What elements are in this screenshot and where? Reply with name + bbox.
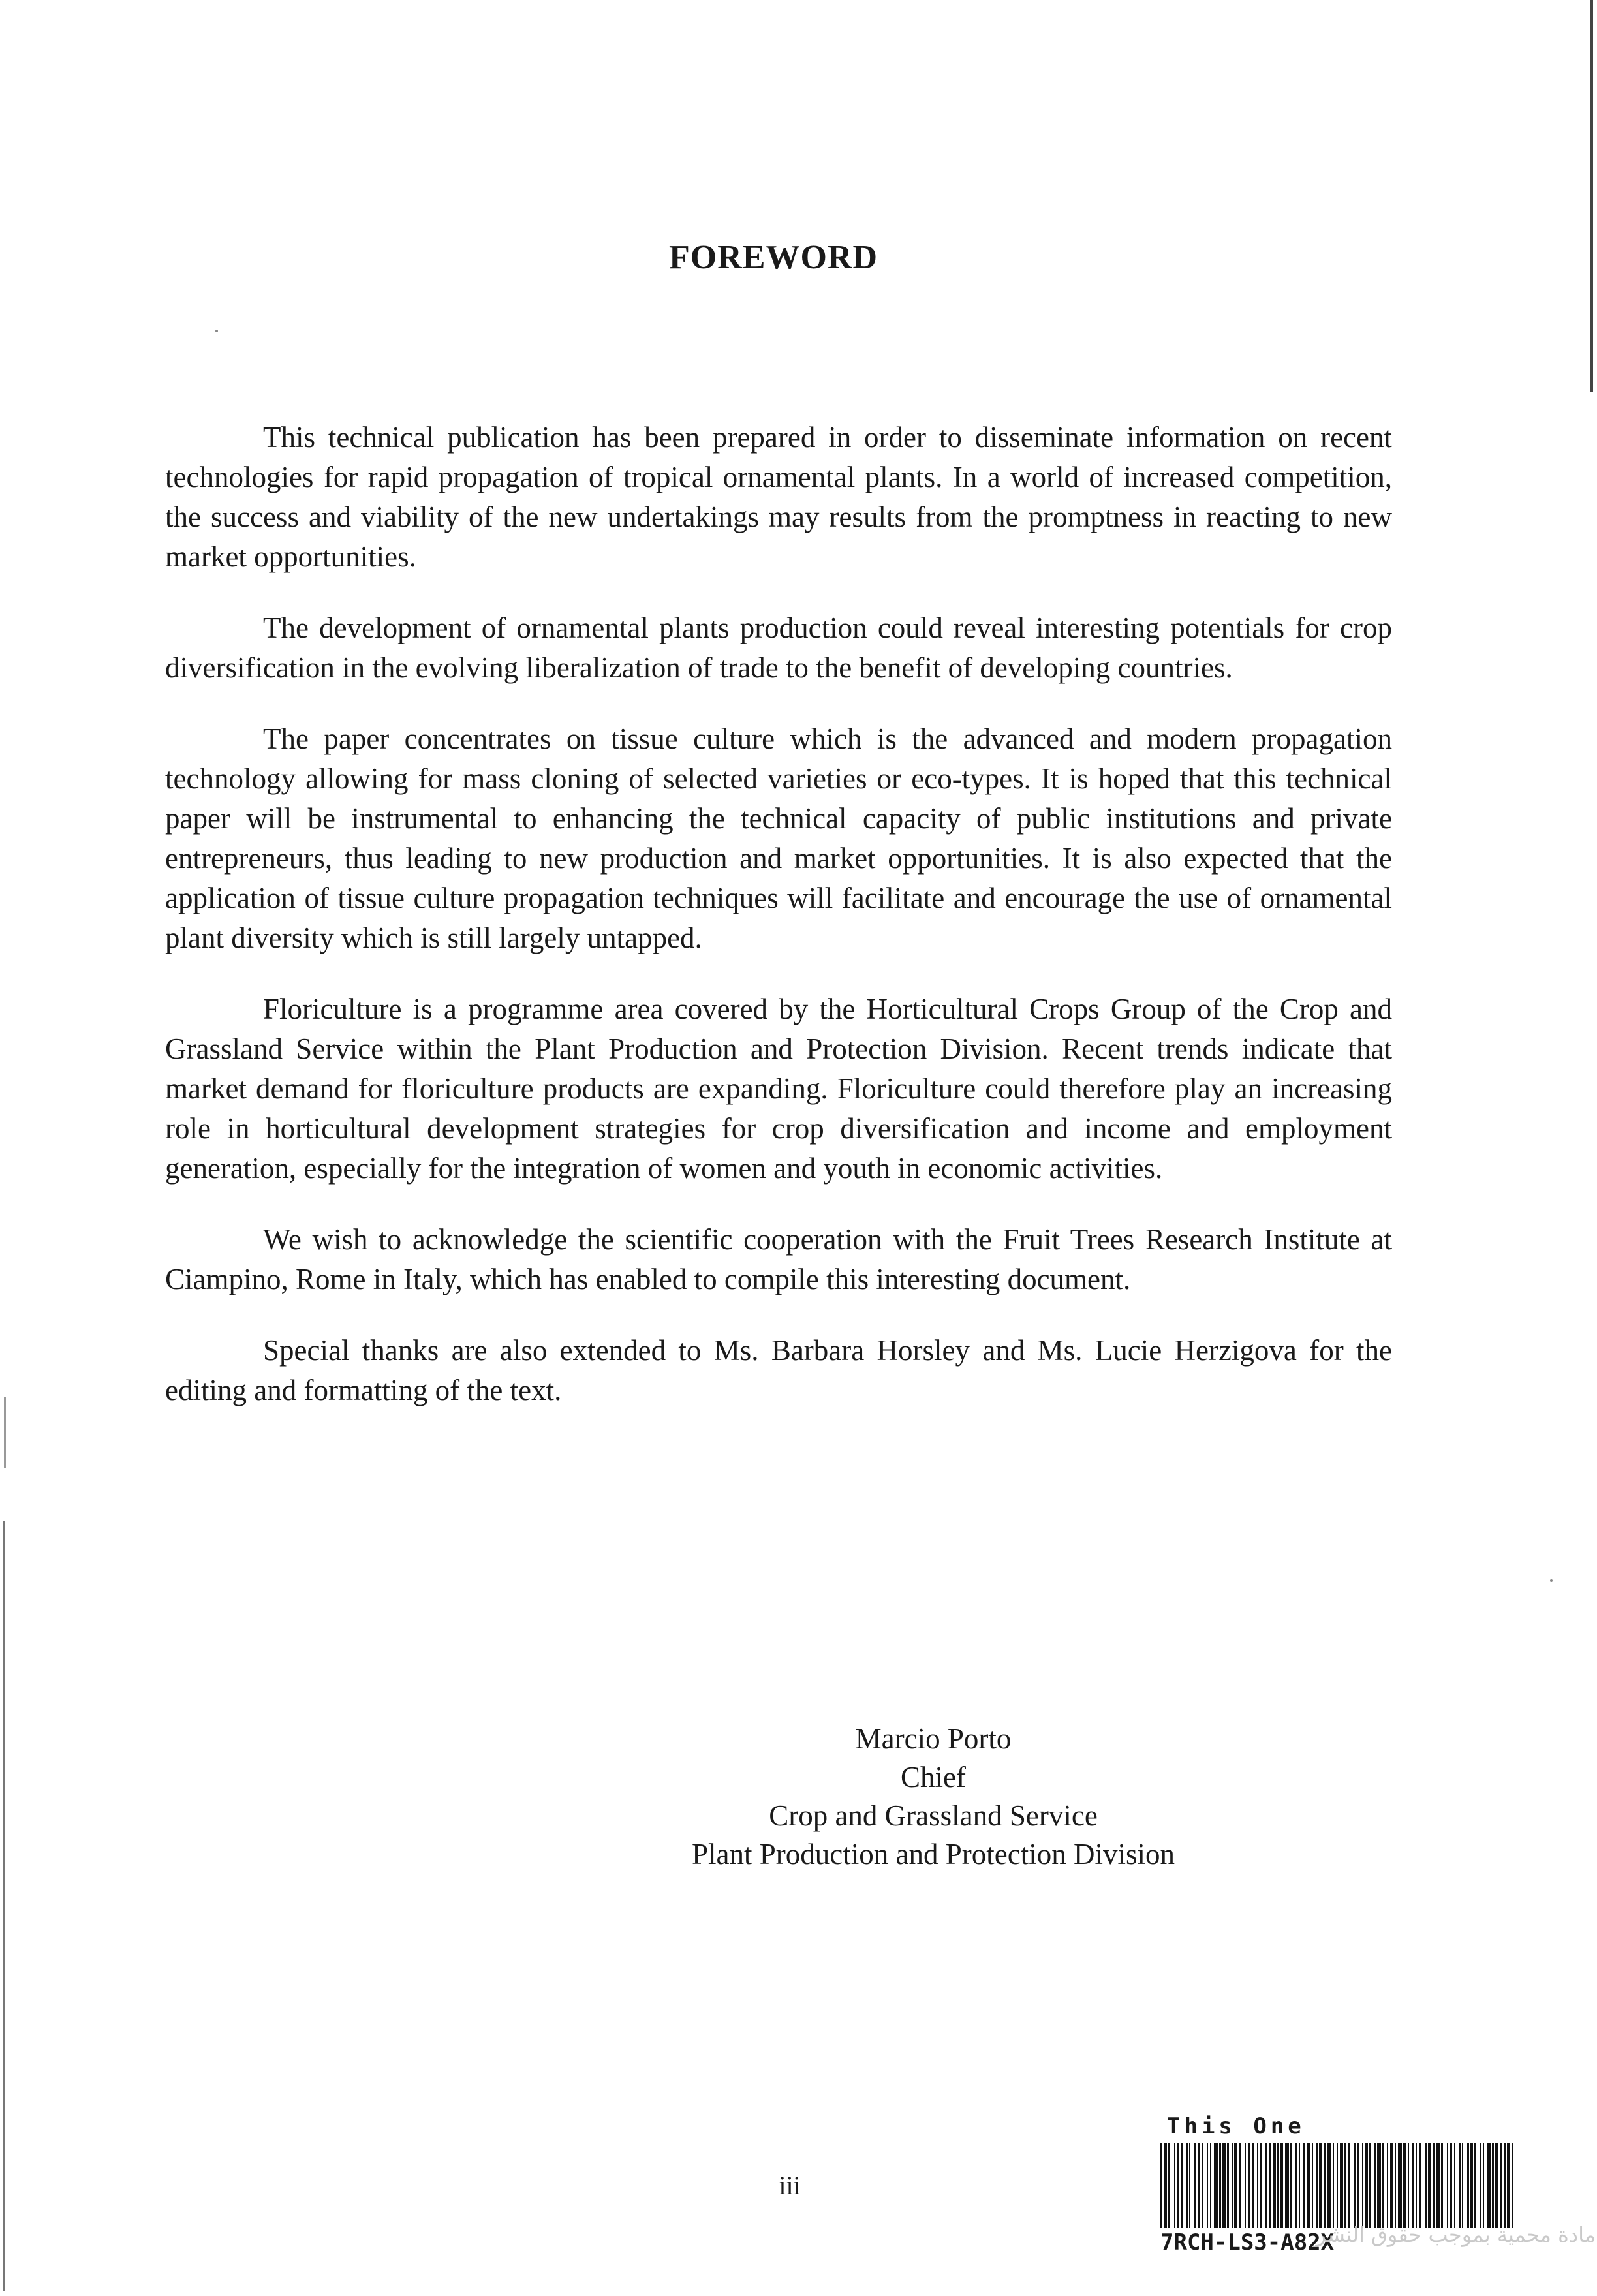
barcode-bar <box>1436 2143 1440 2228</box>
barcode-bar <box>1269 2143 1271 2228</box>
paragraph-5: We wish to acknowledge the scientific cooperation with the Fruit Trees Research Institute at Ciampino, Rome in Italy, which has enabled to compile this interesting document. <box>165 1223 1392 1295</box>
barcode-bar <box>1483 2143 1484 2228</box>
barcode-bar <box>1354 2143 1356 2228</box>
paragraph-1: This technical publication has been prepared in order to disseminate information on recent technologies for rapid propagation of tropical ornamental plants. In a world of increased competition, the success and viability of the new undertakings may results from the promptness in reacting to new market opportunities. <box>165 421 1392 573</box>
foreword-body <box>165 418 1392 1442</box>
paragraph-2: The development of ornamental plants production could reveal interesting potentials for crop diversification in the evolving liberalization of trade to the benefit of developing countries. <box>165 612 1392 684</box>
barcode-bar <box>1280 2143 1283 2228</box>
barcode-bar <box>1403 2143 1406 2228</box>
barcode-bar <box>1234 2143 1237 2228</box>
barcode-bar <box>1260 2143 1262 2228</box>
signature-block <box>640 1720 1227 1874</box>
barcode-bar <box>1239 2143 1241 2228</box>
barcode-bar <box>1377 2143 1381 2228</box>
barcode-bar <box>1470 2143 1473 2228</box>
barcode-bar <box>1273 2143 1276 2228</box>
barcode-bar <box>1512 2143 1513 2228</box>
barcode-bar <box>1248 2143 1250 2228</box>
barcode-bar <box>1492 2143 1494 2228</box>
barcode-bar <box>1495 2143 1498 2228</box>
page-title: FOREWORD <box>669 238 878 276</box>
barcode-bar <box>1327 2143 1331 2228</box>
barcode-bar <box>1252 2143 1254 2228</box>
barcode-bar <box>1365 2143 1368 2228</box>
barcode-bar <box>1319 2143 1322 2228</box>
barcode-bar <box>1333 2143 1334 2228</box>
barcode-bar <box>1245 2143 1246 2228</box>
barcode-bar <box>1265 2143 1267 2228</box>
barcode-icon <box>1160 2143 1513 2228</box>
scan-speck <box>1550 1579 1553 1582</box>
signatory-name: Marcio Porto <box>855 1722 1012 1755</box>
barcode-bar <box>1232 2143 1233 2228</box>
barcode-bar <box>1181 2143 1183 2228</box>
barcode-bar <box>1207 2143 1208 2228</box>
stamp-code: 7RCH-LS3-A82X <box>1160 2229 1335 2256</box>
barcode-bar <box>1462 2143 1463 2228</box>
barcode-bar <box>1487 2143 1491 2228</box>
barcode-bar <box>1412 2143 1414 2228</box>
barcode-bar <box>1337 2143 1338 2228</box>
scan-speck <box>215 330 218 332</box>
barcode-bar <box>1222 2143 1226 2228</box>
barcode-bar <box>1450 2143 1452 2228</box>
barcode-bar <box>1214 2143 1218 2228</box>
barcode-bar <box>1395 2143 1396 2228</box>
barcode-bar <box>1168 2143 1170 2228</box>
signatory-service: Crop and Grassland Service <box>769 1799 1098 1832</box>
barcode-bar <box>1227 2143 1229 2228</box>
barcode-bar <box>1500 2143 1502 2228</box>
barcode-bar <box>1398 2143 1402 2228</box>
barcode-bar <box>1210 2143 1211 2228</box>
signatory-position: Chief <box>901 1761 966 1793</box>
barcode-bar <box>1433 2143 1435 2228</box>
scan-edge-left-lower <box>3 1521 5 2291</box>
barcode-bar <box>1324 2143 1326 2228</box>
barcode-bar <box>1362 2143 1363 2228</box>
barcode-bar <box>1316 2143 1318 2228</box>
barcode-bar <box>1474 2143 1476 2228</box>
barcode-bar <box>1295 2143 1297 2228</box>
barcode-bar <box>1348 2143 1350 2228</box>
barcode-bar <box>1390 2143 1393 2228</box>
barcode-bar <box>1369 2143 1371 2228</box>
barcode-bar <box>1312 2143 1313 2228</box>
barcode-bar <box>1419 2143 1421 2228</box>
barcode-bar <box>1447 2143 1448 2228</box>
stamp-label: This One <box>1167 2113 1305 2139</box>
barcode-bar <box>1340 2143 1343 2228</box>
signatory-division: Plant Production and Protection Division <box>692 1838 1175 1870</box>
barcode-bar <box>1189 2143 1190 2228</box>
barcode-bar <box>1425 2143 1427 2228</box>
barcode-bar <box>1198 2143 1200 2228</box>
barcode-bar <box>1467 2143 1469 2228</box>
scan-edge-right <box>1590 0 1593 392</box>
barcode-bar <box>1374 2143 1376 2228</box>
barcode-bar <box>1382 2143 1384 2228</box>
scan-edge-left <box>4 1397 6 1468</box>
barcode-bar <box>1408 2143 1409 2228</box>
barcode-bar <box>1186 2143 1188 2228</box>
barcode-bar <box>1480 2143 1481 2228</box>
barcode-bar <box>1307 2143 1310 2228</box>
barcode-bar <box>1299 2143 1300 2228</box>
barcode-bar <box>1257 2143 1258 2228</box>
barcode-bar <box>1277 2143 1279 2228</box>
page-number: iii <box>779 2171 801 2200</box>
barcode-bar <box>1459 2143 1461 2228</box>
barcode-bar <box>1194 2143 1196 2228</box>
barcode-bar <box>1160 2143 1162 2228</box>
watermark: مادة محمية بموجب حقوق النشر <box>1316 2222 1596 2247</box>
paragraph-3: The paper concentrates on tissue culture which is the advanced and modern propagation technology allowing for mass cloning of selected varieties or eco-types. It is hoped that this technical paper will be instrumental to enhancing the technical capacity of public institutions and private entrepreneurs, thus leading to new production and market opportunities. It is also expected that the application of tissue culture propagation techniques will facilitate and encourage the use of ornamental plant diversity which is still largely untapped. <box>165 722 1392 954</box>
barcode-bar <box>1441 2143 1443 2228</box>
barcode-bar <box>1387 2143 1388 2228</box>
barcode-bar <box>1285 2143 1289 2228</box>
barcode-bar <box>1174 2143 1175 2228</box>
barcode-bar <box>1416 2143 1417 2228</box>
barcode-bar <box>1344 2143 1346 2228</box>
barcode-bar <box>1504 2143 1506 2228</box>
barcode-bar <box>1357 2143 1359 2228</box>
paragraph-6: Special thanks are also extended to Ms. Barbara Horsley and Ms. Lucie Herzigova for the editing and formatting of the text. <box>165 1334 1392 1406</box>
barcode-bar <box>1454 2143 1455 2228</box>
barcode-bar <box>1303 2143 1305 2228</box>
barcode-bar <box>1177 2143 1179 2228</box>
paragraph-4: Floriculture is a programme area covered by the Horticultural Crops Group of the Crop and Grassland Service within the Plant Production and Protection Division. Recent trends indicate that market demand for floriculture products are expanding. Floriculture could therefore play an increasing role in horticultural development strategies for crop diversification and income and employment generation, especially for the integration of women and youth in economic activities. <box>165 993 1392 1185</box>
barcode-bar <box>1219 2143 1221 2228</box>
barcode-bar <box>1164 2143 1167 2228</box>
barcode-bar <box>1290 2143 1292 2228</box>
barcode-bar <box>1507 2143 1510 2228</box>
barcode-bar <box>1202 2143 1203 2228</box>
barcode-bar <box>1428 2143 1431 2228</box>
